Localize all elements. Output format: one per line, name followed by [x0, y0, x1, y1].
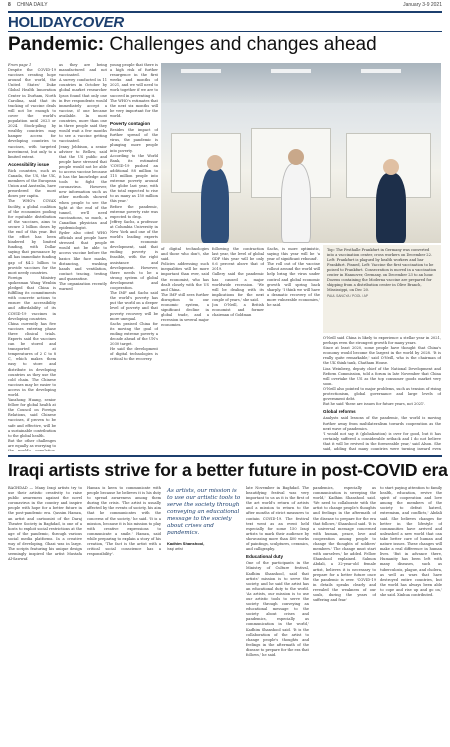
bottom-column-3: [246, 486, 309, 740]
section-divider: [8, 455, 442, 457]
paragraph: young people that there is a high risk of further resurgence in the first weeks and months of 2021, and we will need to work together if we are to succeed in preventing it.: [110, 63, 158, 98]
subheading: Educational duty: [246, 554, 284, 560]
photo-person: [376, 173, 406, 243]
paragraph: He said the development of digital technologies is critical to the recovery.: [110, 347, 158, 362]
paragraph: O'Neill also pointed to major problems, such as tension of rising protectionism, global governance and large levels of government debt.: [323, 386, 441, 402]
photo-head: [383, 159, 399, 175]
paragraph: Analysts said lessons of the pandemic, the world is moving further away from multilateralism towards cooperation as the next wave of pandemics.: [323, 416, 441, 431]
paragraph: A survey conducted in 11 countries in October by global market researcher Ipsos found that only one in five respondents would immediately accept a vaccine, if one became available. In most countries, more than one in three people said they would wait a few months to see a vaccine getting vaccinated.: [59, 78, 107, 144]
article-column-6: [267, 247, 320, 452]
paragraph: as they are being manufactured and not vaccinated.: [59, 63, 107, 78]
photo-caption: [323, 245, 441, 333]
paragraph: Jenny Jebbison, a senior adviser to Bellow, said that the US public and people have stressed that people would not be able to access vaccine because it has the knowledge and tools to fight the coronavirus. However, new information such as other methods showed when people to see the light at the end of the tunnel, we'll need vaccinations, so much, a Canadian physician and epidemiologist.: [59, 144, 107, 230]
quote-text: As artists, our mission is to use our artistic tools to serve the society through conveying an educational message to the society about crises and pandemics.: [167, 488, 241, 536]
page-number: 8: [8, 2, 11, 8]
subheading: Poverty contagion: [110, 121, 151, 127]
paragraph: Yanzhong Huang, senior fellow for global health at the Council on Foreign Relations, said Chinese vaccines, if proven to be safe and effective, will be a sustainable contribution to the global health.: [8, 398, 56, 438]
article-column-5: [212, 247, 264, 452]
paragraph: Despite the COVID-19 vaccines creating hope around the world, the United States' Duke Global Health Innovation Center in Durham, North Carolina, said that its tracking of vaccine deals will not be enough to cover the world's population until 2023 or 2024. Stock-piling by wealthy countries may hamper access for developing countries to vaccines, with targeted investment, but only to a limited extent.: [8, 68, 56, 159]
bottom-headline: Iraqi artists strive for a better future in post-COVID era: [8, 460, 448, 480]
bottom-column-5: [380, 486, 442, 740]
article-column-7: [323, 336, 441, 452]
paragraph: to start paying attention to family health, education, revive the spirit of cooperation and love among the members of the society to defeat hatred, extremism, and conflicts,' Abdali said. She believes changes for better in the lifestyle of communities have arrived and unleashed a new world that can take better care of human and nature issues. These changes will make a real difference in human lives. 'But in advance there, Humanity has been left with many diseases, such as tuberculosis, plague, and cholera, as well as wars that have destroyed entire countries, but the world has always been able to cope and rise up and go on,' she said. Xinhua contributed.: [380, 486, 442, 597]
paragraph: of digital technologies and those who don't, she said.: [161, 247, 209, 262]
paragraph: Jeffrey Sachs, a professor at Columbia University in New York and one of the world's leading experts on economic development, said that ending poverty is feasible, with the right assistance and development. However, there needs to be a strong system of global development and cooperation.: [110, 219, 158, 291]
paragraph: Gallery said the pandemic has caused a major worldwide recession. 'We will be dealing with its implications for the next couple of years,' she said.: [212, 272, 264, 302]
paragraph: Before the pandemic, extreme poverty rate was expected to drop.: [110, 204, 158, 219]
paragraph: But he said 'these are issues for future years, not 2021'.: [323, 402, 426, 407]
masthead-holiday: HOLIDAY: [8, 13, 73, 31]
paragraph: China currently has five vaccines entering phase three clinical trials. Experts said the vaccines can be stored and transported at temperatures of 2 C to 8 C, which makes them easy to store and distribute in developing countries as they use the cold chain. The Chinese vaccines may be easier to access in the developing world.: [8, 321, 56, 397]
caption-text: Top: The Festhalle Frankfurt in Germany was converted into a vaccination center, cross workers on December 22. Left: Frankfurt is plagued by health workers and bar Frankfurt. Pinned, Left: Vaccine the first vaccination to be poised to Frankfurt. Consecration is moved in a vaccination center in Hannover, Germany, on December 23 to an hour. Dozens containing the Moderna vaccine are prepared for shipping from a distribution center in Olive Branch, Mississippi, on Dec 20.: [327, 248, 437, 292]
paragraph: But the other challenges are equally as worrying to: [8, 438, 56, 448]
main-headline: [8, 34, 442, 56]
article-column-1: [8, 63, 56, 451]
paragraph: following the contraction last year, the level of global GDP this year will be only 0.6 percent above that of 2019.: [212, 247, 264, 272]
subheading: Global reforms: [323, 409, 356, 415]
paper-name: CHINA DAILY: [16, 2, 48, 8]
photo-head: [207, 155, 223, 171]
paragraph: Since at least 2020, some people have thought that China's economy would become the largest in the world by 2028. 'It is really quite remarkable,' said O'Neill, who is the chairman of the UK think tank, Chatham House.: [323, 346, 441, 366]
paragraph: BAGHDAD — Many Iraqi artists try to use their artistic creativity to raise public awareness against the novel coronavirus in the country and inspire people with hope for a better future in the post-pandemic era. Qassim Hamza, an artist and cartoonist of the Daraj Theatre Society in Baghdad, is one of a hosts to exploit social restrictions at the age of the pandemic, through various social media platforms. In a creative way of developing, Ghazi was in large. The scripts featuring his unique design seemingly inspired the artist Mustafa Al-Sawwaf.: [8, 486, 82, 562]
paragraph: Jon O'Neill, a British economist and former chairman of Goldman: [212, 303, 264, 318]
paragraph: Rich countries, such as Canada, the US, the UK, members of the European Union and Australia, have preordered the most doses per capita.: [8, 168, 56, 199]
bottom-column-1: [8, 486, 82, 740]
masthead-cover: COVER: [72, 13, 124, 31]
subheading: Accessibility issue: [8, 161, 50, 167]
photo-light: [181, 69, 221, 73]
article-column-4: [161, 247, 209, 452]
bottom-column-2b: [167, 600, 241, 740]
top-bar: [0, 0, 450, 10]
paragraph: The roll out of the vaccine rollout around the world will help bring the virus under control and global economic growth will spring back sharply. 'I think we will have a dramatic recovery of the more vulnerable economies,' he said.: [267, 262, 320, 308]
article-column-3: [110, 63, 158, 451]
photo-light: [271, 69, 311, 73]
paragraph: The WHO's COVAX facility, a global coalition of the economies pooling for equitable distribution of the vaccines, aims to secure 2 billion doses by the end of this year. But the effort has been hindered by limited funding, with Dollar saying that pursuance by all has immediate funding gap of $4.2 billion to provide vaccines for the most needy countries.: [8, 199, 56, 275]
paragraph: late November in Baghdad. The beautifying festival was very important to us as it is the first of the art world's return of artists and a mission to return to the after months of strict measures to contain COVID-19. The festival text went as an event held especially for some 150 Iraqi artists to mark their audience by showcasing more than 400 works of paintings, sculptures, ceramics, and calligraphy.: [246, 486, 309, 552]
pull-quote: [167, 488, 241, 588]
paragraph: 'I would not say it (globalization) is over for good, but it has certainly suffered a considerable setback and I do not believe that it will be revived in the foreseeable year,' said Alson. She said, adding that many countries were turning inward even: [323, 431, 441, 451]
paragraph: pandemics, especially as communication is sweeping the world,' Kadhim Shanshool said. 'We need to collaborate with the artist to change people's thoughts and feelings in the aftermath of the disease to prepare for the era that follows,' Shanshool said. 'It is a universal message concerned with human, peace, love and cooperation among people to change the thoughts of soldiers' members.' The change must start with ourselves,' he added. Fellow Shanshool explained. Salmon Abdali, a 32-year-old female artist, believes it is necessary to prepare for a better future once the pandemic is over. 'COVID-19 in details speaks clearly and revealed the weakness of our souls, during the years of suffering and fear.': [313, 486, 376, 603]
photo-person: [201, 168, 229, 243]
vaccination-center-photo: [161, 63, 441, 243]
paragraph: Besides the impact of further spread of the virus, the pandemic is plunging more people into poverty.: [110, 128, 158, 153]
section-masthead: [8, 11, 442, 32]
photo-head: [288, 149, 304, 165]
bottom-column-4: [313, 486, 376, 740]
paragraph: Sachs, is more optimistic, saying this year will be 'a year of significant rebound'.: [267, 247, 320, 262]
paragraph: The WHO's estimates that the next six months will be very important for the world.: [110, 98, 158, 118]
paragraph: One of the participants in the Ministry of Culture festival, Kadhim Shanshool, said that artists' mission is to serve the society, and he said the artist has an educational duty to the world. 'As artists, our mission is to use our artistic tools to serve the society through conveying an educational message to the society about crises and pandemics, especially as communication in the world,' Kadhim Shanshool said. 'It is the collaboration of the artist to change people's thoughts and feelings in the aftermath of the disease to prepare for the era that follows,' he said.: [246, 561, 309, 657]
photo-light: [361, 69, 401, 73]
paragraph: The IMF still sees further disruption to our economic system, a significant decline in global trade, and a recession in several major economies.: [161, 292, 209, 328]
paragraph: Sachs praised China for its moving the goal of ending extreme poverty a decade ahead of the UN's 2030 target.: [110, 321, 158, 347]
paragraph: Ryder also cited WHO officials and people have stressed that people would not be able to access vaccine before the basics like face masks, distancing, washing hands and ventilation, contact tracing, testing and quarantine.: [59, 231, 107, 281]
quote-name: Kadhim Shanshool,: [167, 541, 205, 546]
quote-role: Iraqi artist: [167, 547, 183, 551]
photo-credit: PAUL SANCYA / POOL / AP: [327, 294, 369, 298]
paragraph: Foreign Ministry spokesman Wang Wenbin pledged that China is fulfilling its commitments with concrete actions to ensure the accessibility and affordability of its COVID-19 vaccines in developing countries.: [8, 275, 56, 321]
bottom-column-2: [87, 486, 161, 740]
paragraph: The organization recently warned: [59, 282, 107, 292]
issue-date: January 3-9 2021: [403, 2, 442, 8]
paragraph: Policies addressing such inequalities will be more important than ever, said the economist, who has dealt closely with the US and China.: [161, 262, 209, 292]
headline-strong: Pandemic:: [8, 34, 105, 55]
paragraph: According to the World Bank, its estimated 'COVID-19 pushed an additional 88 million to 115 million people into extreme poverty around the globe last year, with the total expected to rise to as many as 150 million this year.': [110, 153, 158, 204]
photo-person: [281, 163, 311, 243]
paragraph: The IMF and Sachs said the world's poverty has put the world on a deeper level of poverty and that poverty recovery will be more unequal.: [110, 291, 158, 321]
paragraph: Lisa Weinberg, deputy chief of the National Development and Reform Commission, told a forum in late November that China will overtake the US as the top consumer goods market very soon.: [323, 366, 441, 386]
headline-rest: Challenges and changes ahead: [104, 34, 377, 55]
article-column-2: [59, 63, 107, 451]
paragraph: O'Neill said China is likely to experience a stellar year in 2021, perhaps even the strongest growth for many years.: [323, 336, 441, 346]
paragraph: Hamza is keen to communicate with people because he believes it is his duty to spread awareness among them during the crisis. 'The artist is usually affected by the events of society, his aim that he communicates with the concerns of the society,' he said. 'It is a mission, because it is his mission to play with creative expressions to communicate a smile.' Hamza, said while preparing to explain a story of his creation, 'The fact is the artist with a critical social conscience has a responsibility'.: [87, 486, 161, 557]
from-page: From page 1: [8, 63, 32, 67]
